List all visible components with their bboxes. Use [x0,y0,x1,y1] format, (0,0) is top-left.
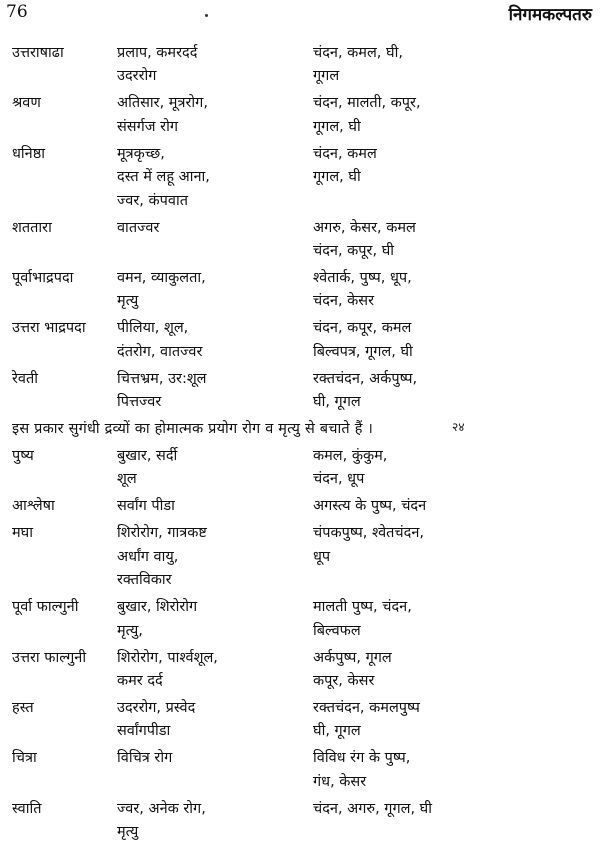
table-row [0,647,600,670]
remedy-text: अर्कपुष्प, गूगल [313,649,392,666]
nakshatra-name: स्वाति [12,800,42,817]
disease-text: पीलिया, शूल, [117,320,189,337]
table-row [0,522,600,545]
remedy-text: धूप [313,548,331,565]
disease-text: शिरोरोग, पार्श्वशूल, [117,649,218,666]
table-row [0,116,600,139]
remedy-text: घी, गूगल [313,723,361,740]
table-row [0,290,600,313]
remedy-text: चंदन, कमल, घी, [313,45,403,61]
disease-text: रक्तविकार [117,572,172,589]
disease-text: शिरोरोग, गात्रकष्ट [117,525,207,542]
disease-text: मृत्यु, [117,622,143,639]
disease-text: अतिसार, मूत्ररोग, [117,95,208,112]
table-row [0,267,600,290]
remedy-text: कमल, कुंकुम, [313,448,388,464]
disease-text: कमर दर्द [117,672,163,689]
table-row [0,495,600,518]
nakshatra-name: उत्तरा फाल्गुनी [12,649,87,666]
table-row [0,143,600,166]
nakshatra-name: शततारा [12,219,52,236]
table-row [0,546,600,569]
disease-text: मृत्यु [117,293,139,310]
disease-text: चित्तभ्रम, उर:शूल [117,370,207,387]
footnote-ref: २४ [452,420,465,435]
table-row [0,190,600,213]
speck-mark [205,14,208,17]
remedy-text: विविध रंग के पुष्प, [313,750,411,767]
remedy-text: गूगल [313,68,340,85]
disease-text: वमन, व्याकुलता, [117,269,206,286]
table-row [0,391,600,414]
disease-text: उदररोग [117,68,157,85]
disease-text: मृत्यु [117,824,139,841]
table-row [0,620,600,643]
table-row [0,569,600,592]
remedy-text: मालती पुष्प, चंदन, [313,599,412,616]
nakshatra-name: धनिष्ठा [12,145,46,162]
remedy-text: गूगल, घी [313,118,361,135]
nakshatra-table [0,42,600,844]
remedy-text: चंदन, केसर [313,293,375,310]
remedy-text: चंदन, कपूर, घी [313,242,395,259]
table-row [0,317,600,340]
book-title: निगमकल्पतरु [508,5,592,25]
remedy-text: चंदन, मालती, कपूर, [313,95,421,112]
disease-text: बुखार, शिरोरोग [117,599,198,616]
remedy-text: चंदन, अगरु, गूगल, घी [313,800,433,817]
disease-text: बुखार, सर्दी [117,448,178,464]
nakshatra-name: श्रवण [12,95,41,112]
remedy-text: बिल्वपत्र, गूगल, घी [313,343,413,360]
remedy-text: चंदन, कमल [313,145,377,162]
remedy-text: अगस्त्य के पुष्प, चंदन [313,498,427,515]
nakshatra-name: आश्लेषा [12,498,55,515]
remedy-text: चंदन, कपूर, कमल [313,320,412,337]
remedy-text: चंदन, धूप [313,471,365,488]
remedy-text: श्वेतार्क, पुष्प, धूप, [313,269,412,286]
disease-text: प्रलाप, कमरदर्द [117,45,198,61]
table-row [0,747,600,770]
page-number: 76 [6,2,28,22]
nakshatra-name: पुष्य [12,448,34,464]
remedy-text: बिल्वफल [313,622,361,639]
table-row [0,798,600,821]
table-row [0,166,600,189]
disease-text: अर्धांग वायु, [117,548,179,565]
page-header [0,0,600,30]
table-row [0,240,600,263]
table-row [0,368,600,391]
nakshatra-name: चित्रा [12,750,37,767]
disease-text: दंतरोग, वातज्वर [117,343,203,360]
nakshatra-name: हस्त [12,699,34,716]
nakshatra-name: पूर्वा फाल्गुनी [12,599,79,616]
disease-text: ज्वर, अनेक रोग, [117,800,206,817]
disease-text: ज्वर, कंपवात [117,192,188,209]
remedy-text: गंध, केसर [313,773,367,790]
remedy-text: चंपकपुष्प, श्वेतचंदन, [313,525,424,542]
note-text: इस प्रकार सुगंधी द्रव्यों का होमात्मक प्रयोग रोग व मृत्यु से बचाते हैं । [12,421,374,438]
nakshatra-name: पूर्वाभाद्रपदा [12,269,74,286]
remedy-text: कपूर, केसर [313,672,375,689]
disease-text: सर्वांग पीडा [117,498,175,515]
table-row [0,468,600,491]
disease-text: उदररोग, प्रस्वेद [117,699,196,716]
table-row [0,596,600,619]
table-row [0,217,600,240]
remedy-text: रक्तचंदन, अर्कपुष्प, [313,370,418,387]
disease-text: संसर्गज रोग [117,118,178,135]
disease-text: शूल [117,471,137,488]
remedy-text: घी, गूगल [313,394,361,411]
table-row [0,771,600,794]
table-row [0,445,600,468]
table-row [0,821,600,844]
table-row [0,65,600,88]
disease-text: पित्तज्वर [117,394,162,411]
remedy-text: गूगल, घी [313,169,361,186]
table-row [0,670,600,693]
table-row [0,92,600,115]
disease-text: मूत्रकृच्छ, [117,145,165,162]
table-row [0,341,600,364]
disease-text: दस्त में लहू आना, [117,169,210,186]
nakshatra-name: उत्तराषाढा [12,45,64,61]
summary-note [0,418,600,441]
table-row [0,720,600,743]
nakshatra-name: रेवती [12,370,39,387]
disease-text: विचित्र रोग [117,750,173,767]
table-row [0,42,600,65]
remedy-text: रक्तचंदन, कमलपुष्प [313,699,420,716]
disease-text: वातज्वर [117,219,160,236]
table-row [0,697,600,720]
remedy-text: अगरु, केसर, कमल [313,219,416,236]
disease-text: सर्वांगपीडा [117,723,171,740]
nakshatra-name: मघा [12,525,33,542]
nakshatra-name: उत्तरा भाद्रपदा [12,320,86,337]
